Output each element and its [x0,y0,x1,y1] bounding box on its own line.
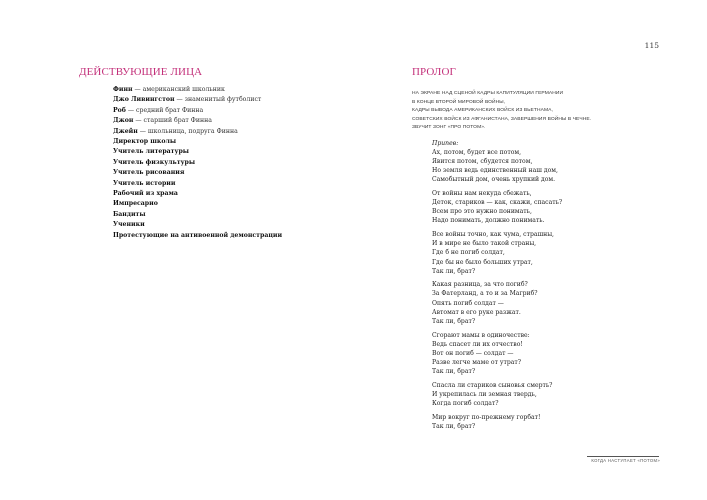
lyric-line: Разве легче маме от утрат? [432,358,522,366]
page-number: 115 [644,41,659,50]
lyric-line: Мир вокруг по-прежнему горбат! [432,413,541,421]
stanza [432,230,662,275]
character-name: Бандиты [113,210,146,218]
lyric-line: Так ли, брат? [432,267,476,275]
stage-direction-line: ЗВУЧИТ ЗОНГ «ПРО ПОТОМ». [412,125,486,131]
lyric-line: Надо понимать, должно понимать. [432,217,545,225]
lyric-line: Так ли, брат? [432,317,476,325]
stage-direction-line: КАДРЫ ВЫВОДА АМЕРИКАНСКИХ ВОЙСК ИЗ ВЬЕТНАМА, [412,108,553,114]
character-description: — средний брат Финна [125,106,204,114]
lyric-line: Явится потом, сбудется потом, [432,158,533,166]
cast-row [113,220,363,230]
cast-heading: ДЕЙСТВУЮЩИЕ ЛИЦА [79,66,203,78]
stanza [432,189,662,225]
character-name: Финн [113,86,133,93]
character-name: Протестующие на антивоенной демонстрации [113,231,283,239]
lyric-line: Вот он погиб — солдат — [432,349,514,357]
cast-row [113,85,363,95]
cast-row [113,158,363,168]
character-name: Импресарио [113,200,158,208]
running-title: КОГДА НАСТУПАЕТ «ПОТОМ» [591,458,660,463]
cast-row [113,137,363,147]
character-name: Ученики [113,221,145,229]
cast-row [113,168,363,178]
cast-row [113,179,363,189]
cast-row [113,116,363,126]
lyric-line: Ведь спасет ли их отчество! [432,340,523,348]
character-name: Учитель истории [113,179,176,187]
song-lyrics [432,139,662,436]
prologue-heading: ПРОЛОГ [412,66,456,78]
character-name: Учитель литературы [113,148,190,156]
lyric-line: Ах, потом, будет все потом, [432,149,522,157]
lyric-line: Где бы не было больших утрат, [432,258,533,266]
lyric-line: Все войны точно, как чума, страшны, [432,231,554,239]
character-name: Джон [113,117,134,125]
stage-direction-line: НА ЭКРАНЕ НАД СЦЕНОЙ КАДРЫ КАПИТУЛЯЦИИ ГЕРМАНИИ [412,91,564,96]
stanza [432,381,662,408]
stanza [432,413,662,431]
lyric-line: За Фатерланд, а то и за Магриб? [432,290,538,298]
character-name: Учитель рисования [113,169,185,177]
stanza [432,280,662,325]
cast-row [113,231,363,241]
lyric-line: Спасла ли стариков сыновья смерть? [432,381,553,389]
lyric-line: И в мире не было такой страны, [432,240,537,248]
stage-direction-line: В КОНЦЕ ВТОРОЙ МИРОВОЙ ВОЙНЫ, [412,99,506,105]
cast-row [113,210,363,220]
lyric-line: Так ли, брат? [432,367,476,375]
lyric-line: Сгорают мамы в одиночестве: [432,331,530,339]
stanza [432,331,662,376]
cast-row [113,106,363,116]
character-name: Учитель физкультуры [113,158,196,166]
character-name: Роб [113,106,126,114]
lyric-line: И укрепилась ли земная твердь, [432,390,537,398]
cast-row [113,127,363,137]
character-description: — знаменитый футболист [174,96,262,104]
lyric-line: Какая разница, за что погиб? [432,281,528,289]
character-name: Джо Ливингстон [113,96,175,104]
lyric-line: От войны нам некуда сбежать, [432,190,532,198]
cast-row [113,95,363,105]
character-name: Джейн [113,127,138,135]
character-description: — старший брат Финна [133,117,212,125]
stage-direction [412,90,662,133]
lyric-line: Когда погиб солдат? [432,399,499,407]
stage-direction-line: СОВЕТСКИХ ВОЙСК ИЗ АФГАНИСТАНА, ЗАВЕРШЕНИЯ ВОЙНЫ В ЧЕЧНЕ. [412,116,592,122]
lyric-line: Опять погиб солдат — [432,299,504,307]
cast-row [113,199,363,209]
lyric-line: Всем про это нужно понимать, [432,208,532,216]
cast-row [113,189,363,199]
stanza [432,148,662,184]
footer-rule [587,456,659,457]
lyric-line: Деток, стариков — как, скажи, спасать? [432,199,563,207]
character-description: — американский школьник [132,86,225,93]
lyric-line: Самобытный дом, очень хрупкий дом. [432,176,556,184]
lyric-line: Но земля ведь единственный наш дом, [432,167,558,175]
character-description: — школьница, подруга Финна [137,127,238,135]
cast-row [113,147,363,157]
character-name: Директор школы [113,138,177,146]
lyric-line: Автомат в его руке разжат. [432,308,521,316]
chorus-label: Припев: [432,140,459,147]
cast-list [113,85,363,241]
character-name: Рабочий из храма [113,190,178,198]
lyric-line: Так ли, брат? [432,422,476,430]
lyric-line: Где б не погиб солдат, [432,249,505,257]
